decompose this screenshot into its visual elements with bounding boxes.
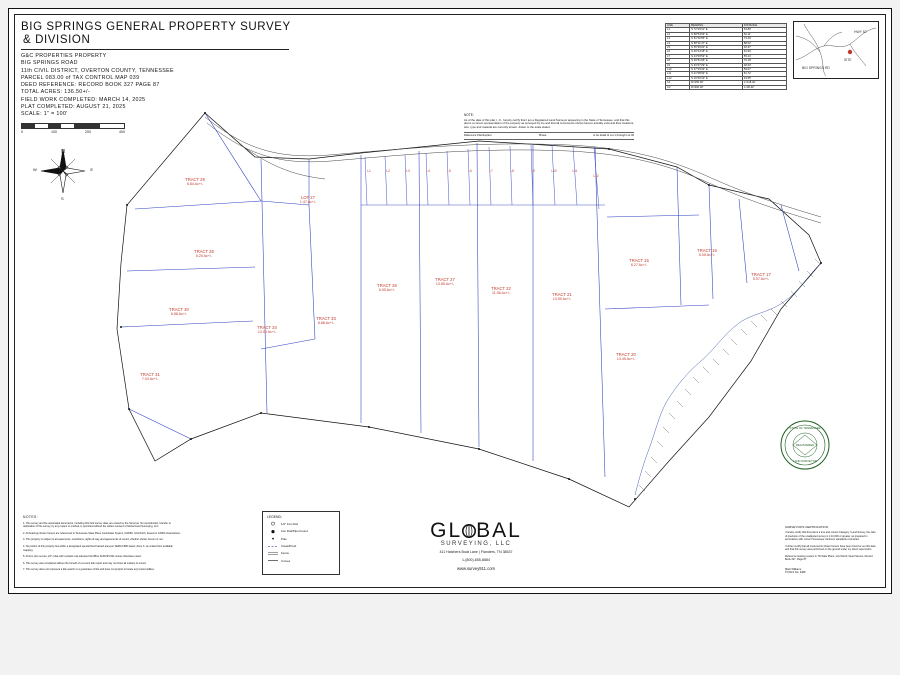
tract-acreage: 6.88 Ac+/- [170,312,188,316]
seal-top-text: STATE OF TENNESSEE [789,426,821,430]
vicinity-label-site: SITE [844,58,852,62]
tract-label [534,292,590,302]
scale-tick-2: 200 [85,129,91,134]
certification-body-3: Reference bearing system is TN State Plane, Grid North. Deed Source: Record Book 327, Page 87. [785,554,873,562]
company-website[interactable]: www.survey911.com [456,566,496,571]
tract-label [679,248,735,258]
line-table-cell: S 21°08'33" E [690,72,743,76]
survey-drawing [9,9,893,595]
tract-label [176,249,232,259]
tract-name: TRACT 29 [185,177,205,182]
line-table-cell: 88.02' [742,41,786,45]
survey-sheet [8,8,892,594]
company-subtitle: SURVEYING, LLC [440,541,512,547]
small-lot-label: L10 [551,169,557,173]
south-label: S [61,196,64,201]
legend-row [268,558,339,563]
line-table-cell: 70.18' [742,59,786,63]
tract-name: TRACT 31 [140,372,160,377]
tract-label [473,286,529,296]
certification-title: SURVEYOR'S CERTIFICATION [785,524,828,529]
line-table-cell: 55.24' [742,54,786,58]
header-detail-8: SCALE: 1" = 100' [21,111,68,118]
seal-bottom-text: LAND SURVEYOR [793,459,817,463]
line-table-cell: L4 [666,41,690,45]
line-table-cell: 48.63' [742,63,786,67]
line-table-cell: S 44°03'52" E [690,54,743,58]
tract-name: LOT 27 [301,195,315,200]
certification-body-1: I hereby certify that this plat is a true and correct Category I Land Survey, the ratio of precision of the unadjusted survey is 1:10,000 or greater, as prepared in accordance with current Tennessee minimum standards of practice. [785,531,876,542]
tract-acreage: 5.25 Ac+/- [195,254,213,258]
tract-acreage: 6.05 Ac+/- [378,288,396,292]
tract-name: TRACT 17 [751,272,771,277]
certification-body-2: I further certify that all monuments shown hereon have been found or set this date, and that this survey was performed on the ground under my direct supervision. [785,544,877,552]
tract-label [167,177,223,187]
plat-note-title: NOTE: [464,113,474,117]
line-table-cell: 81.72' [742,72,786,76]
tract-label [239,325,295,335]
line-table-cell: R=250.00' [690,81,743,85]
solid-icon [268,558,278,563]
note-item-5: 6. This survey was completed without the benefit of a current title report and may not show all matters of record. [23,561,147,565]
line-table-cell: L3 [666,37,690,41]
tract-label [359,283,415,293]
company-block [381,519,571,571]
line-table-cell: S 68°54'03" E [690,32,743,36]
small-lot-label: L2 [386,169,390,173]
legend-label: Fence [281,551,290,556]
tract-acreage: 1.47 Ac+/- [299,200,317,204]
company-address-2: 1-(800)-655-8884 [462,558,490,562]
legend-label: Pole [281,536,287,541]
legend-row [268,544,339,549]
line-table-cell: S 27°15'44" E [690,68,743,72]
tract-name: TRACT 16 [697,248,717,253]
note-item-1: 2. All bearings shown hereon are referenced to Tennessee State Plane Coordinate System, NAD83, Grid North, based on GNSS observations. [23,531,181,535]
tract-label [733,272,789,282]
plat-note-body: As of the date of this plat, I, Jr., hereby certify that I am a Registered Land Surveyor appearing in the State of Tennessee, and that this plat is a correct representation of the property as surveyed by me and that all monuments shown hereon actually exist and their locations, size, type and material are correctly shown, drawn to the scale stated. [464,117,634,129]
logo-globe-icon [462,519,476,543]
tract-label [611,258,667,268]
page-title: BIG SPRINGS GENERAL PROPERTY SURVEY [21,21,291,33]
note-item-2: 3. This property is subject to all easements, restrictions, rights-of-way and agreements of record, whether shown hereon or not. [23,538,164,542]
tract-acreage: 11.06 Ac+/- [491,291,510,295]
vicinity-label-hwy: HWY 52 [854,30,867,34]
line-table-cell: L6 [666,50,690,54]
note-item-6: 7. This survey does not represent a title search or a guarantee of title and does not purport to locate any buried utilities. [23,568,155,572]
plat-note-ref-mid: Phase [538,134,547,138]
legend-label: 1/2" Iron Rod [281,521,298,526]
tract-name: TRACT 22 [491,286,511,291]
note-item-0: 1. This survey and the associated documents, including this field survey data, are owned by the Surveyor. No reproduction, transfer or duplication of this survey, by any means or method, is permitted without the written consent of Global Land Surveying, LLC. [23,521,171,529]
line-table-cell: S 49°14'18" E [690,50,743,54]
tract-label [298,316,354,326]
line-table-cell: L10 [666,68,690,72]
header-detail-1: BIG SPRINGS ROAD [21,60,78,67]
line-table-cell: S 72°19'11" E [690,28,743,32]
company-address-1: 411 Hatchers Boat Lane | Flanders, TN 38537 [439,550,513,554]
circle-open-icon [268,521,278,526]
page-subtitle: & DIVISION [23,34,91,46]
line-table-cell: L7 [666,54,690,58]
dashed-icon [268,544,278,549]
small-lot-label: L9 [531,169,535,173]
tract-name: TRACT 21 [552,292,572,297]
notes-block [23,516,183,575]
line-table-header-2: DISTANCE [742,24,786,28]
small-lot-label: L3 [406,169,410,173]
tract-label [122,372,178,382]
line-table-cell: S 39°51'06" E [690,59,743,63]
line-table-cell: L2 [666,32,690,36]
line-table-cell: S 16°40'12" E [690,76,743,80]
line-table-cell: L5 [666,46,690,50]
legend-label: Curves [281,558,291,563]
tract-name: TRACT 20 [616,352,636,357]
tract-acreage: 13.85 Ac+/- [435,282,455,286]
west-label: W [33,167,37,172]
tract-acreage: 8.88 Ac+/- [317,321,335,325]
plat-geometry [9,9,893,595]
tract-label [598,352,654,362]
dot-icon [268,536,278,541]
line-table-cell: 61.90' [742,50,786,54]
line-table-header-1: BEARING [690,24,743,28]
east-label: E [90,167,93,172]
header-detail-4: DEED REFERENCE: RECORD BOOK 327 PAGE 87 [21,82,160,89]
tract-acreage: 13.00 Ac+/- [257,330,277,334]
note-item-4: 5. All iron pins set are 1/2" rebar with a plastic cap stamped GLOBAL SURVEYING unless otherwise noted. [23,555,142,559]
logo-text-right: BAL [476,519,522,542]
tract-name: TRACT 30 [169,307,189,312]
north-label: N [61,149,65,155]
circle-filled-icon [268,529,278,534]
logo-text-left: GL [430,519,463,542]
small-lot-label: L11 [572,169,578,173]
tract-label [280,195,336,205]
surveyor-name: Mark Williams [785,567,802,571]
tract-label [417,277,473,287]
line-table-cell: 64.80' [742,28,786,32]
line-table-cell: S 58°11'47" E [690,41,743,45]
line-table-cell: C1 [666,81,690,85]
line-table-cell: R=300.00' [690,85,743,89]
plat-note-ref-left: Reference Plat Explain: [464,134,493,138]
legend-row [268,536,339,541]
tract-name: TRACT 28 [194,249,214,254]
scale-tick-1: 100 [51,129,57,134]
line-table-cell: L=118.40' [742,81,786,85]
double-icon [268,551,278,556]
tract-label [151,307,207,317]
tract-name: TRACT 15 [629,258,649,263]
legend-label: Iron Rod/Pipe Found [281,529,308,534]
tract-acreage: 6.84 Ac+/- [186,182,204,186]
line-table-cell: S 55°36'20" E [690,46,743,50]
line-table-header-0: LINE [666,24,690,28]
tract-name: TRACT 34 [257,325,277,330]
certification-signature [785,568,877,575]
tract-name: TRACT 33 [316,316,336,321]
company-logo [381,519,571,543]
line-table-cell: L12 [666,76,690,80]
small-lot-label: L12 [593,174,599,178]
tract-name: TRACT 27 [435,277,455,282]
line-table-cell: S 61°02'55" E [690,37,743,41]
vicinity-label-road: BIG SPRINGS RD [802,66,830,70]
legend-label: Creek/Pond [281,544,297,549]
plat-note-ref-right: to be detail of Lot 1 through Lot 30 [593,134,634,138]
small-lot-label: L5 [447,169,451,173]
line-table-cell: L11 [666,72,690,76]
tract-acreage: 5.05 Ac+/- [698,253,716,257]
line-table-cell: 43.55' [742,76,786,80]
header-detail-7: PLAT COMPLETED: AUGUST 21, 2025 [21,104,126,111]
line-table-cell: 73.46' [742,37,786,41]
legend-row [268,529,339,534]
line-table-cell: L9 [666,63,690,67]
header-detail-2: 11th CIVIL DISTRICT, OVERTON COUNTY, TENNESSEE [21,67,174,74]
small-lot-label: L1 [367,169,371,173]
certification-block [785,526,877,575]
small-lot-label: L7 [489,169,493,173]
line-table-cell: 46.37' [742,46,786,50]
tract-acreage: 13.50 Ac+/- [552,297,572,301]
tract-acreage: 7.03 Ac+/- [141,377,159,381]
legend-row [268,521,339,526]
header-detail-0: G&C PROPERTIES PROPERTY [21,53,107,59]
small-lot-label: L8 [510,169,514,173]
tract-name: TRACT 26 [377,283,397,288]
header-detail-6: FIELD WORK COMPLETED: MARCH 14, 2025 [21,96,146,103]
scale-tick-0: 0 [21,129,23,134]
line-table-cell: S 33°47'29" E [690,63,743,67]
note-item-3: 4. No portion of this property lies within a designated special flood hazard area per FEMA FIRM panel, Zone X, as scaled from available mapping. [23,545,173,552]
line-table-cell: L=96.22' [742,85,786,89]
header-detail-5: TOTAL ACRES: 136.50+/- [21,89,90,96]
surveyor-seal [779,419,831,471]
line-table-cell: 59.07' [742,68,786,72]
tract-acreage: 13.45 Ac+/- [616,357,636,361]
scale-tick-3: 400 [119,129,125,134]
small-lot-label: L6 [468,169,472,173]
line-table-cell: C2 [666,85,690,89]
line-table-cell: L1 [666,28,690,32]
tract-acreage: 5.07 Ac+/- [752,277,770,281]
seal-mid-text: REGISTERED [795,443,815,447]
notes-title: NOTES: [23,515,39,520]
legend-box [262,511,340,575]
legend-row [268,551,339,556]
line-table-cell: 52.11' [742,32,786,36]
header-detail-3: PARCEL 083.00 of TAX CONTROL MAP 039 [21,74,140,81]
small-lot-label: L4 [426,169,430,173]
surveyor-license: TN RLS No. 2408 [785,571,806,575]
tract-acreage: 6.27 Ac+/- [630,263,648,267]
line-table-cell: L8 [666,59,690,63]
legend-title: LEGEND: [267,515,282,519]
